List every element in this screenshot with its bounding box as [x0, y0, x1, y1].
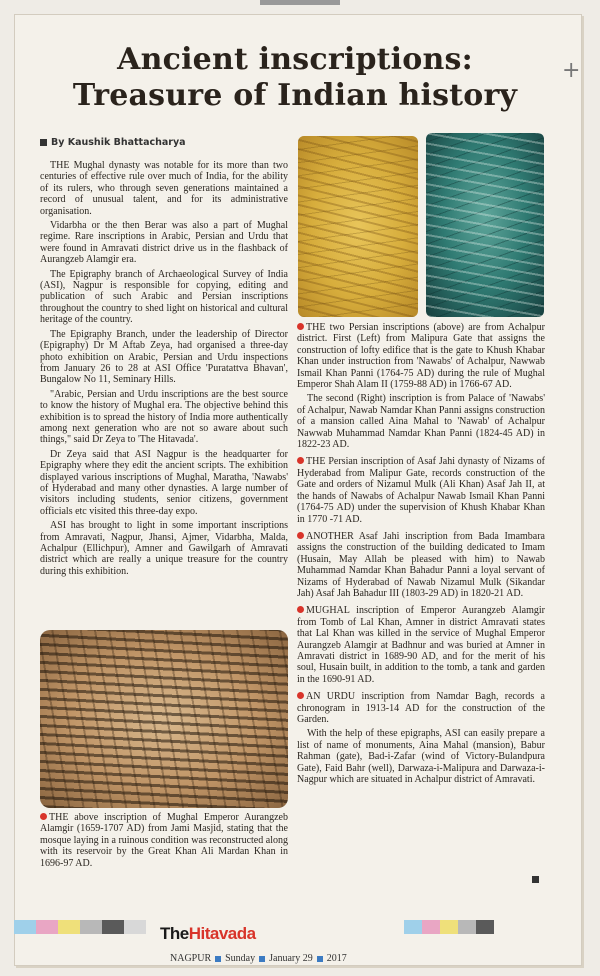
bullet-icon — [297, 532, 304, 539]
right-paragraph-text: THE Persian inscription of Asaf Jahi dynasty of Nizams of Hyderabad from Malipur Gate, records construction of the Gate and orders of Nizamul Mulk (Ali Khan) Asaf Jah II, at the hands of Nawabs of Achalpur Nawab Ismail Khan Panni (1764-75 AD) under the supervision of Khush Khabar Khan in 1770 -71 AD. — [297, 456, 545, 525]
headline — [30, 42, 560, 114]
separator-icon — [317, 956, 323, 962]
right-paragraph — [297, 728, 545, 785]
masthead-the: The — [160, 924, 189, 943]
headline-line-2: Treasure of Indian history — [72, 78, 518, 113]
persian-inscription-photo-left — [298, 136, 418, 317]
separator-icon — [259, 956, 265, 962]
color-swatch — [36, 920, 58, 934]
left-column — [40, 160, 288, 580]
color-swatch — [422, 920, 440, 934]
color-swatch — [14, 920, 36, 934]
right-paragraph — [297, 605, 545, 685]
dateline-city: NAGPUR — [170, 953, 212, 964]
bullet-icon — [40, 813, 47, 820]
right-paragraph-text: AN URDU inscription from Namdar Bagh, records a chronogram in 1913-14 AD for the construction of the Garden. — [297, 691, 545, 725]
bullet-icon — [297, 606, 304, 613]
persian-inscription-photo-right — [426, 133, 544, 317]
dateline-day: Sunday — [225, 953, 256, 964]
right-paragraph-text: ANOTHER Asaf Jahi inscription from Bada Imambara assigns the construction of the building dedicated to Imam (Husain, May Allah be pleased with him) to Nawab Muhammad Namdar Khan Bahadur Panni a loyal servant of Nizams of Hyderabad of Nawab Nizamul Mulk (Sikandar Jah) Asaf Jah Bahadur III (1803-29 AD) in 1820-21 AD. — [297, 530, 545, 599]
right-paragraph — [297, 691, 545, 725]
right-paragraph-text: MUGHAL inscription of Emperor Aurangzeb Alamgir from Tomb of Lal Khan, Amner in district Amravati states that Lal Khan was killed in the service of Mughal Emperor Aurangzeb Alamgir at Badhnur and was buried at Amner in Amravati district in 1689-90 AD, and for the merit of his soul, Husain built, in addition to the tomb, a tank and garden in the 1690-91 AD. — [297, 605, 545, 685]
byline-square-icon — [40, 139, 47, 146]
color-swatch — [458, 920, 476, 934]
color-swatch — [440, 920, 458, 934]
left-paragraph: The Epigraphy branch of Archaeological Survey of India (ASI), Nagpur is responsible for copying, editing and publication of such Arabic and Persian inscriptions throughout the country to shed light on historical and cultural heritage of the country. — [40, 268, 288, 326]
dateline — [170, 953, 347, 964]
bullet-icon — [297, 692, 304, 699]
masthead-logo — [160, 924, 360, 944]
bullet-icon — [297, 457, 304, 464]
color-swatch — [124, 920, 146, 934]
byline — [40, 137, 186, 148]
color-swatch — [476, 920, 494, 934]
right-paragraph — [297, 393, 545, 450]
right-column — [297, 322, 545, 788]
byline-text: By Kaushik Bhattacharya — [51, 137, 186, 148]
left-paragraph: ASI has brought to light in some important inscriptions from Amravati, Nagpur, Jhansi, Ajmer, Vidarbha, Malda, Achalpur (Ellichpur), Amner and Gawilgarh of Amravati district which are really a unique treasure for the country during this exhibition. — [40, 520, 288, 577]
left-paragraph: Dr Zeya said that ASI Nagpur is the headquarter for Epigraphy where they edit the ancient scripts. The exhibition displayed various inscriptions of Mughal, Maratha, 'Nawabs' of Hyderabad and many other dynasties. A large number of visitors including students, senior citizens, government officials etc visited this three-day expo. — [40, 448, 288, 517]
right-paragraph — [297, 456, 545, 524]
color-swatch — [102, 920, 124, 934]
color-swatch — [80, 920, 102, 934]
crop-mark-icon: + — [562, 58, 581, 83]
color-registration-bar-right — [404, 920, 494, 934]
dateline-year: 2017 — [326, 953, 347, 964]
right-paragraph — [297, 531, 545, 599]
right-paragraph-text: THE two Persian inscriptions (above) are from Achalpur district. First (Left) from Malipura Gate that assigns the construction of lofty edifice that is the gate to Khush Khabar Khan under instruction from 'Nawabs' of Achalpur, Nawwab Ismail Khan Panni (1764-75 AD) during the rule of Mughal Emperor Shah Alam II (1759-88 AD) in 1766-67 AD. — [297, 322, 545, 391]
dateline-date: January 29 — [269, 953, 313, 964]
color-swatch — [404, 920, 422, 934]
headline-line-1: Ancient inscriptions: — [117, 42, 473, 77]
left-paragraph: Vidarbha or the then Berar was also a part of Mughal regime. Rare inscriptions in Arabic, Persian and Urdu that were found in Amravati district drive us in the flashback of Aurangzeb Alamgir era. — [40, 220, 288, 266]
end-mark-icon — [532, 876, 539, 883]
masthead-name: Hitavada — [188, 924, 256, 943]
aurangzeb-inscription-photo — [40, 630, 288, 808]
left-paragraph: "Arabic, Persian and Urdu inscriptions are the best source to know the history of Mughal era. The objective behind this exhibition is to spread the history of India more authentically among next generation who are not so aware about such things," said Dr Zeya to 'The Hitavada'. — [40, 388, 288, 446]
right-paragraph-text: With the help of these epigraphs, ASI can easily prepare a list of name of monuments, Aina Mahal (mansion), Babur Rahman (gate), Bad-i-Zafar (wind of Victory-Bulandpura Gate), Faid Bahr (well), Darwaza-i-Malipura and Darwaza-i-Nagpur which are situated in Achalpur district of Amravati. — [297, 728, 545, 786]
color-swatch — [58, 920, 80, 934]
top-edge-strip — [260, 0, 340, 5]
left-paragraph: THE Mughal dynasty was notable for its more than two centuries of effective rule over much of India, for the ability of its rulers, who through seven generations maintained a record of unusual talent, and for its administrative organisation. — [40, 160, 288, 217]
photo-caption — [40, 812, 288, 872]
right-paragraph — [297, 322, 545, 390]
separator-icon — [215, 956, 221, 962]
left-paragraph: The Epigraphy Branch, under the leadership of Director (Epigraphy) Dr M Aftab Zeya, had organised a three-day photo exhibition on Arabic, Persian and Urdu inspections from January 26 to 28 at ASI Office 'Puratattva Bhavan', Bungalow No 11, Seminary Hills. — [40, 328, 288, 386]
right-paragraph-text: The second (Right) inscription is from Palace of 'Nawabs' of Achalpur, Nawab Namdar Khan Panni assigns construction of a mansion called Aina Mahal to 'Nawab' of Achalpur Nawwab Muhammad Namdar Khan Panni (1824-45 AD) in 1822-23 AD. — [297, 393, 545, 451]
bullet-icon — [297, 323, 304, 330]
color-registration-bar-left — [14, 920, 146, 934]
caption-text: THE above inscription of Mughal Emperor Aurangzeb Alamgir (1659-1707 AD) from Jami Masjid, stating that the mosque laying in a ruinous condition was reconstructed along with its reservoir by the Great Khan Ali Mardan Khan in 1696-97 AD. — [40, 812, 288, 869]
